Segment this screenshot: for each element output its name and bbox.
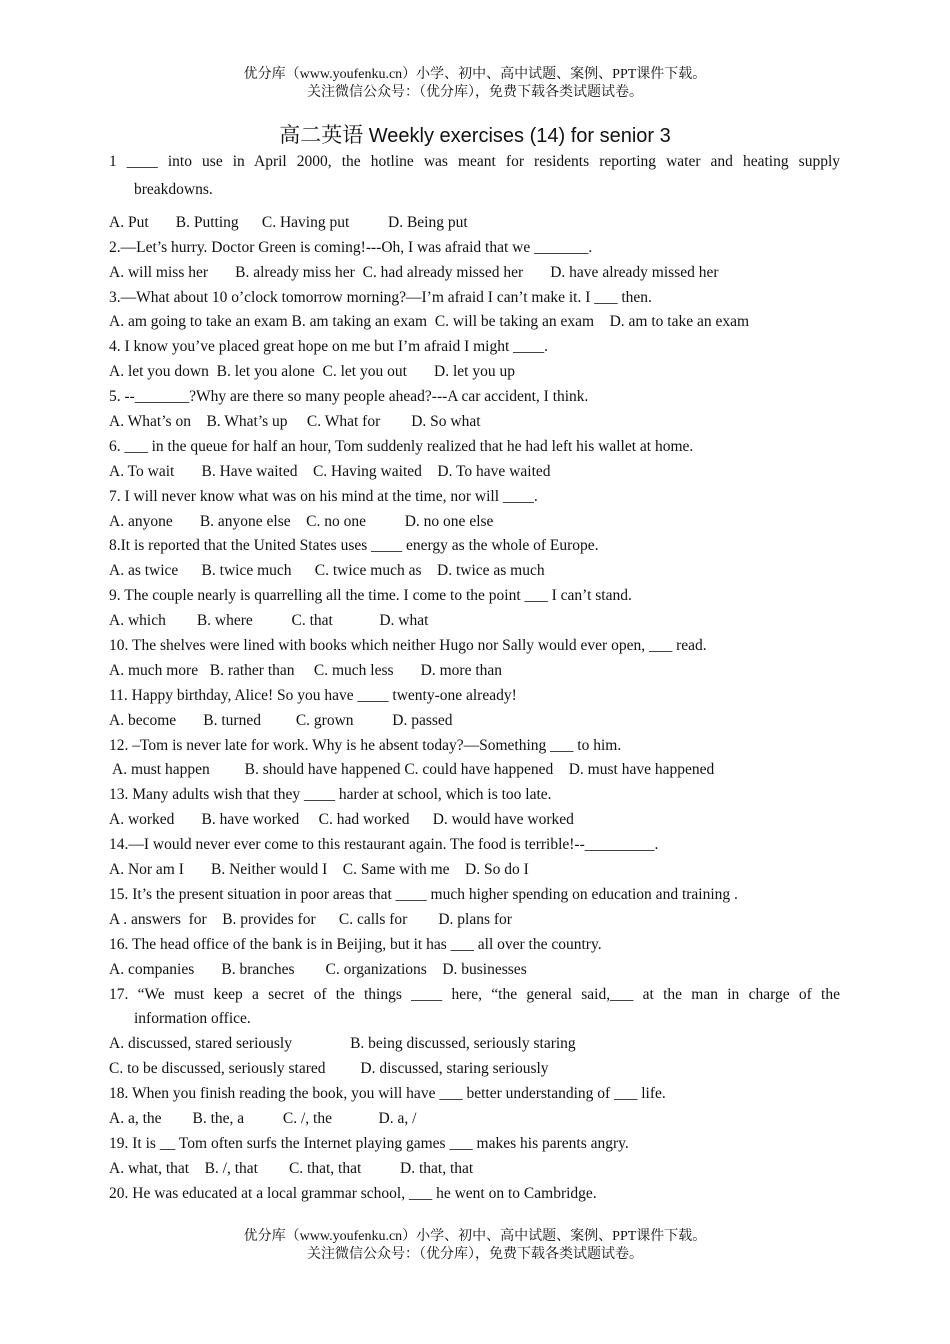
page-footer <box>0 1228 950 1264</box>
question-1-text: 1 ____ into use in April 2000, the hotline was meant for residents reporting water and heating supply <box>109 153 840 170</box>
question-14-text: 14.—I would never ever come to this restaurant again. The food is terrible!--_________. <box>109 836 659 854</box>
question-10-options: A. much more B. rather than C. much less D. more than <box>109 661 503 679</box>
page-header <box>0 66 950 102</box>
question-3-text: 3.—What about 10 o’clock tomorrow morning?—I’m afraid I can’t make it. I ___ then. <box>109 288 652 306</box>
question-19-text: 19. It is __ Tom often surfs the Internet playing games ___ makes his parents angry. <box>109 1134 629 1152</box>
question-12-text: 12. –Tom is never late for work. Why is he absent today?—Something ___ to him. <box>109 736 622 754</box>
question-16-text: 16. The head office of the bank is in Beijing, but it has ___ all over the country. <box>109 935 602 953</box>
question-13-options: A. worked B. have worked C. had worked D. would have worked <box>109 811 574 829</box>
question-8-text: 8.It is reported that the United States uses ____ energy as the whole of Europe. <box>109 537 599 555</box>
question-17-text-cont: information office. <box>134 1010 251 1028</box>
question-17-text: 17. “We must keep a secret of the things ____ here, “the general said,___ at the man in charge of the <box>109 985 840 1003</box>
question-6-options: A. To wait B. Have waited C. Having waited D. To have waited <box>109 462 551 480</box>
exercise-content <box>109 150 840 1207</box>
question-18-text: 18. When you finish reading the book, you will have ___ better understanding of ___ life. <box>109 1085 666 1103</box>
question-7-text: 7. I will never know what was on his mind at the time, nor will ____. <box>109 487 538 505</box>
question-3-options: A. am going to take an exam B. am taking an exam C. will be taking an exam D. am to take an exam <box>109 313 750 331</box>
question-8-options: A. as twice B. twice much C. twice much as D. twice as much <box>109 562 545 580</box>
question-2-options: A. will miss her B. already miss her C. had already missed her D. have already missed her <box>109 263 719 281</box>
question-11-text: 11. Happy birthday, Alice! So you have ____ twenty-one already! <box>109 686 517 704</box>
question-14-options: A. Nor am I B. Neither would I C. Same with me D. So do I <box>109 861 529 879</box>
footer-line-1: 优分库（www.youfenku.cn）小学、初中、高中试题、案例、PPT课件下载。 <box>243 1229 707 1244</box>
question-2-text: 2.—Let’s hurry. Doctor Green is coming!---Oh, I was afraid that we _______. <box>109 238 593 256</box>
question-4-text: 4. I know you’ve placed great hope on me but I’m afraid I might ____. <box>109 338 549 356</box>
question-1-options: A. Put B. Putting C. Having put D. Being put <box>109 213 468 231</box>
footer-line-2: 关注微信公众号：（优分库），免费下载各类试题试卷。 <box>307 1247 643 1262</box>
question-17-options-ab: A. discussed, stared seriously B. being discussed, seriously staring <box>109 1035 576 1053</box>
question-9-options: A. which B. where C. that D. what <box>109 612 429 630</box>
title-english: Weekly exercises (14) for senior 3 <box>363 125 671 147</box>
question-17-options-cd: C. to be discussed, seriously stared D. discussed, staring seriously <box>109 1060 549 1078</box>
question-6-text: 6. ___ in the queue for half an hour, Tom suddenly realized that he had left his wallet at home. <box>109 437 694 455</box>
question-5-text: 5. --_______?Why are there so many people ahead?---A car accident, I think. <box>109 388 589 406</box>
question-5-options: A. What’s on B. What’s up C. What for D. So what <box>109 413 481 431</box>
question-1-text-cont: breakdowns. <box>134 180 213 198</box>
question-15-options: A . answers for B. provides for C. calls for D. plans for <box>109 910 512 928</box>
question-18-options: A. a, the B. the, a C. /, the D. a, / <box>109 1109 417 1127</box>
question-9-text: 9. The couple nearly is quarrelling all the time. I come to the point ___ I can’t stand. <box>109 587 632 605</box>
question-16-options: A. companies B. branches C. organizations D. businesses <box>109 960 527 978</box>
question-11-options: A. become B. turned C. grown D. passed <box>109 711 453 729</box>
question-20-text: 20. He was educated at a local grammar school, ___ he went on to Cambridge. <box>109 1184 597 1202</box>
question-19-options: A. what, that B. /, that C. that, that D. that, that <box>109 1159 474 1177</box>
question-4-options: A. let you down B. let you alone C. let you out D. let you up <box>109 363 515 381</box>
question-7-options: A. anyone B. anyone else C. no one D. no one else <box>109 512 494 530</box>
document-title <box>0 121 950 150</box>
question-10-text: 10. The shelves were lined with books which neither Hugo nor Sally would ever open, ___ read. <box>109 637 707 655</box>
question-12-options: A. must happen B. should have happened C. could have happened D. must have happened <box>109 761 715 779</box>
question-13-text: 13. Many adults wish that they ____ harder at school, which is too late. <box>109 786 552 804</box>
header-line-2: 关注微信公众号：（优分库），免费下载各类试题试卷。 <box>307 85 643 100</box>
title-chinese: 高二英语 <box>279 123 364 147</box>
header-line-1: 优分库（www.youfenku.cn）小学、初中、高中试题、案例、PPT课件下载。 <box>243 67 707 82</box>
question-15-text: 15. It’s the present situation in poor areas that ____ much higher spending on education and training . <box>109 885 738 903</box>
